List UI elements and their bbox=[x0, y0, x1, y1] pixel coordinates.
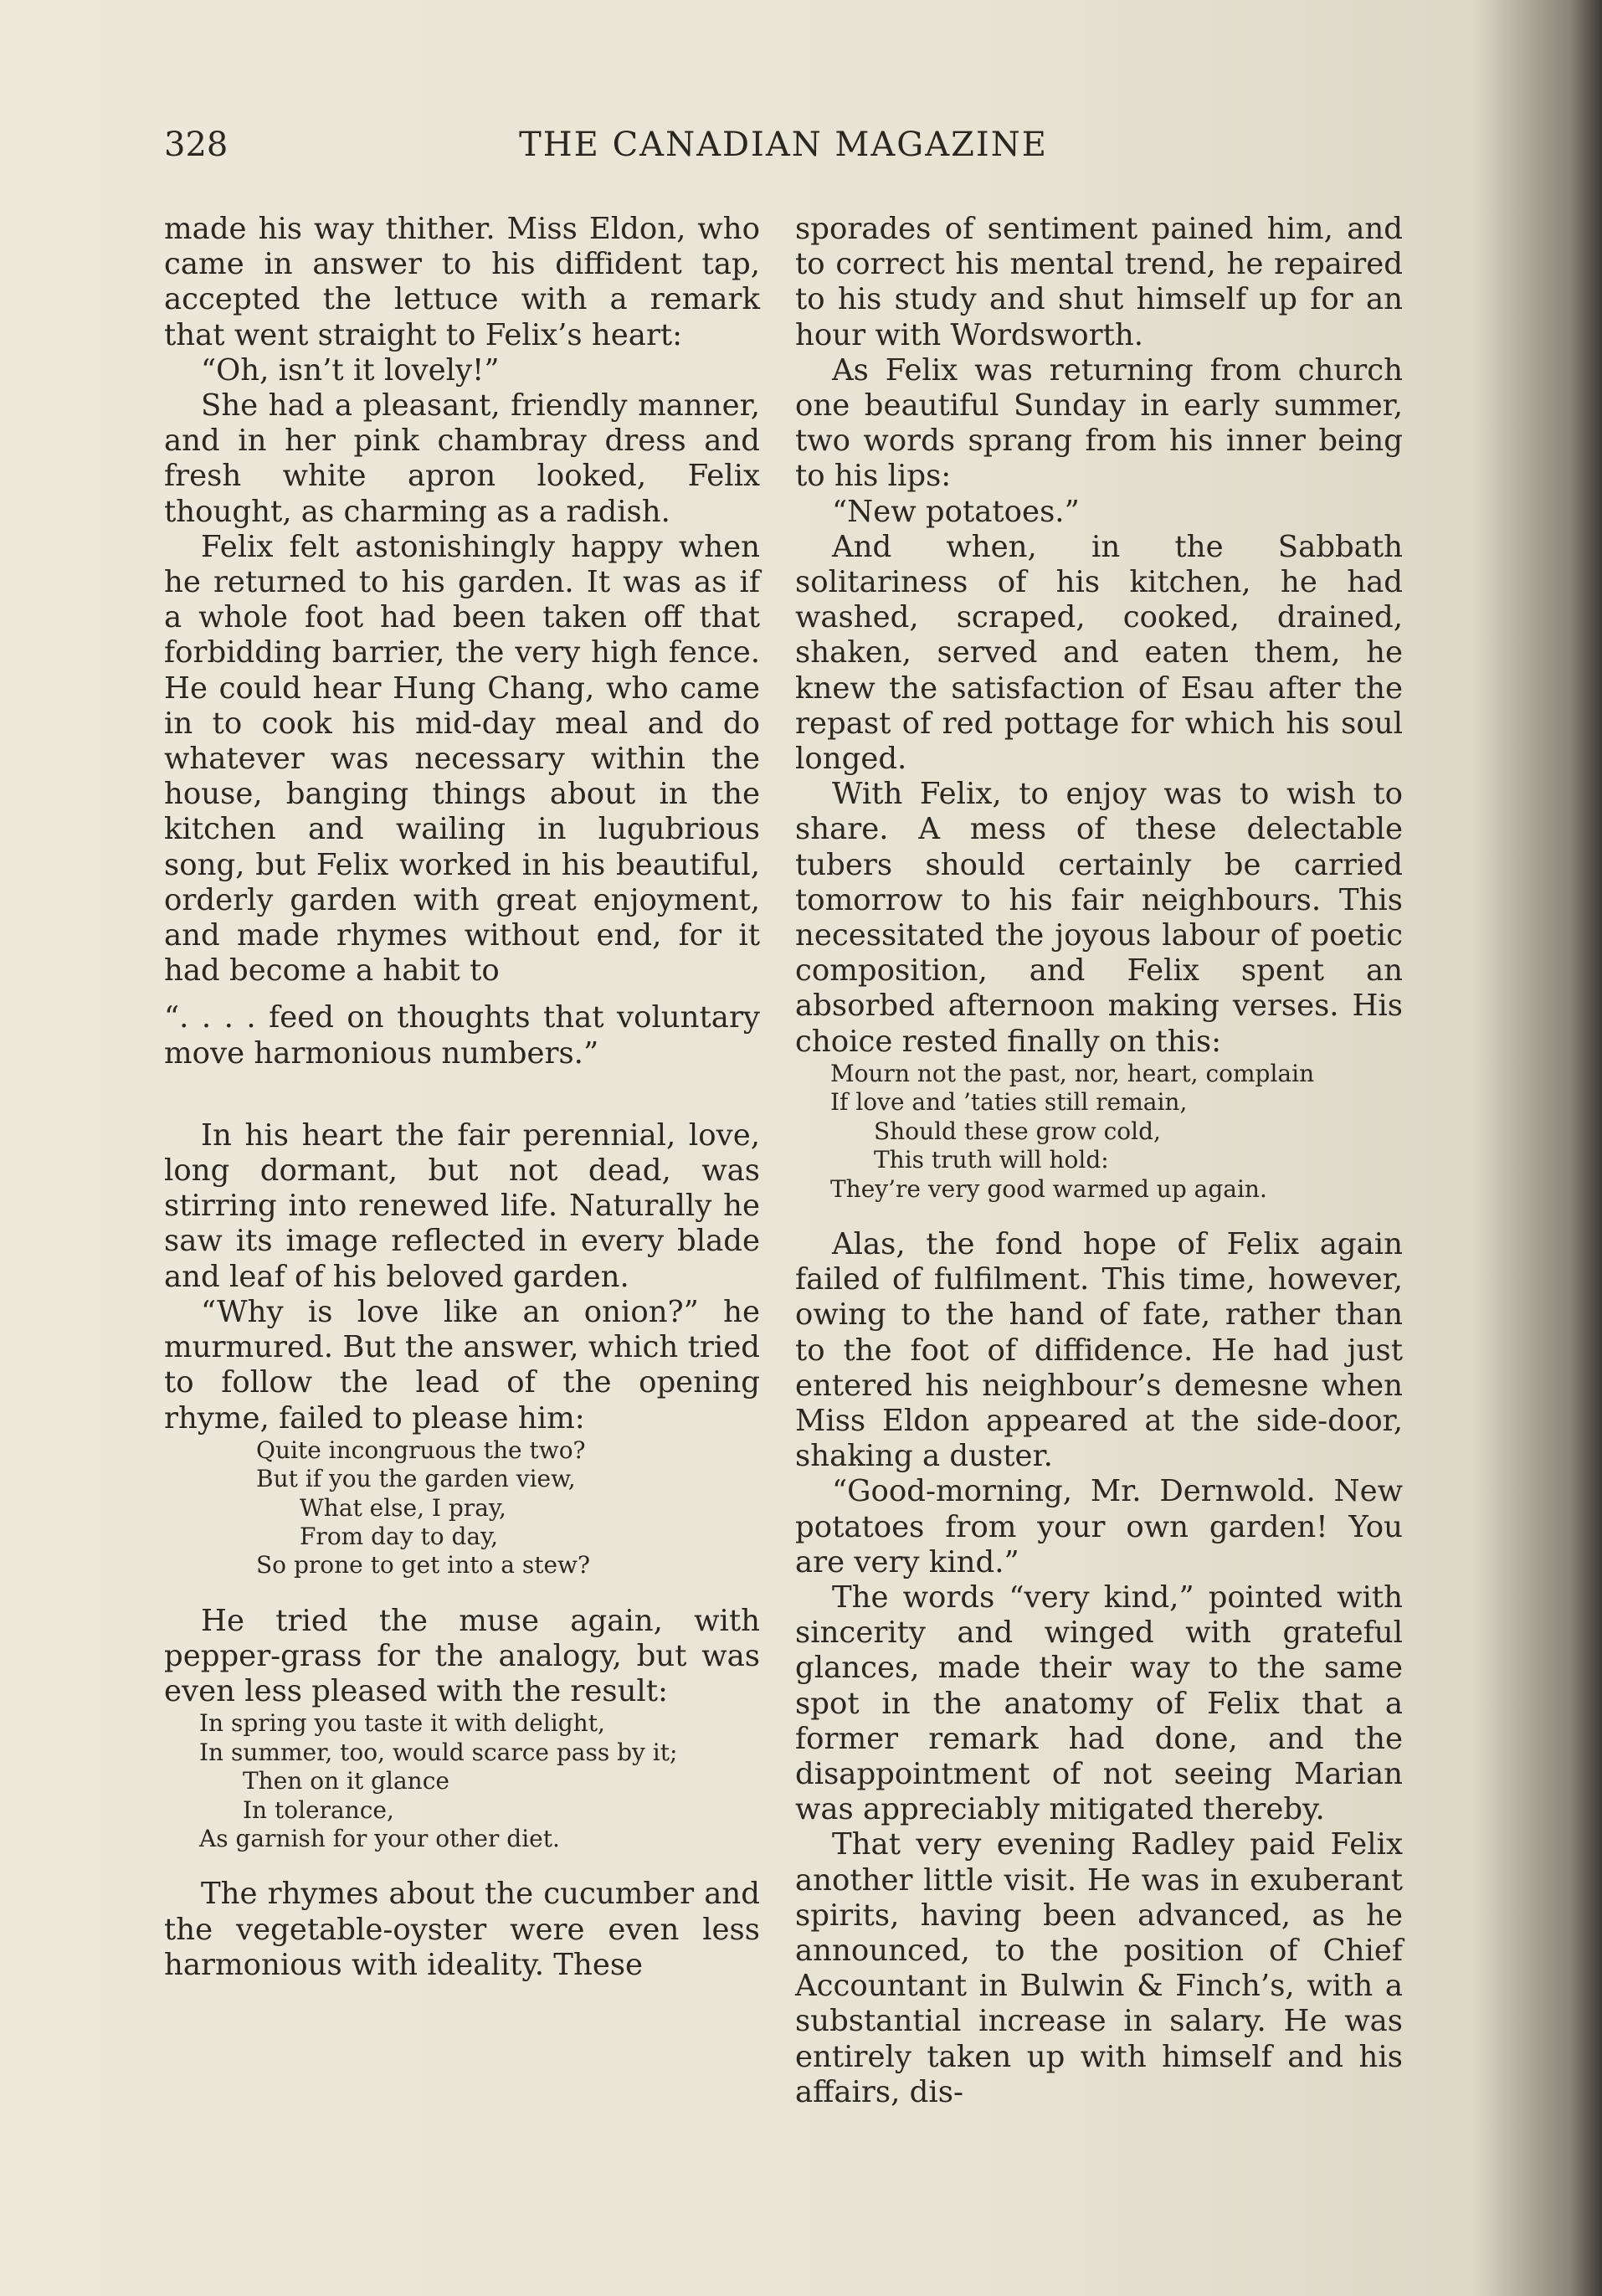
paragraph: made his way thither. Miss Eldon, who came in answer to his diffident tap, accepted the lettuce with a remark that went straight to Felix’s heart: bbox=[164, 212, 760, 352]
paragraph: Felix felt astonishingly happy when he returned to his garden. It was as if a whole foot had been taken off that forbidding barrier, the very high fence. He could hear Hung Chang, who came in to cook his mid-day meal and do whatever was necessary within the house, banging things about in the kitchen and wailing in lugubrious song, but Felix worked in his beautiful, orderly garden with great enjoyment, and made rhymes without end, for it had become a habit to bbox=[164, 529, 760, 989]
paragraph: “Why is love like an onion?” he murmured. But the answer, which tried to follow the lead of the opening rhyme, failed to please him: bbox=[164, 1294, 760, 1436]
right-column bbox=[795, 212, 1403, 2110]
verse-line: This truth will hold: bbox=[874, 1146, 1109, 1174]
paragraph: In his heart the fair perennial, love, long dormant, but not dead, was stirring into renewed life. Naturally he saw its image reflected in every blade and leaf of his beloved garden. bbox=[164, 1117, 760, 1294]
paragraph: Alas, the fond hope of Felix again failed of fulfilment. This time, however, owing to the hand of fate, rather than to the foot of diffidence. He had just entered his neighbour’s demesne when Miss Eldon appeared at the side-door, shaking a duster. bbox=[795, 1226, 1403, 1474]
left-column bbox=[164, 212, 760, 1983]
paragraph: And when, in the Sabbath solitariness of his kitchen, he had washed, scraped, cooked, drained, shaken, served and eaten them, he knew the satisfaction of Esau after the repast of red pottage for which his soul longed. bbox=[795, 529, 1403, 777]
paragraph: As Felix was returning from church one beautiful Sunday in early summer, two words sprang from his inner being to his lips: bbox=[795, 352, 1403, 494]
verse-pepper-grass bbox=[164, 1709, 760, 1853]
verse-line: What else, I pray, bbox=[300, 1493, 506, 1522]
verse-line: From day to day, bbox=[300, 1522, 499, 1550]
verse-line: If love and ’taties still remain, bbox=[830, 1088, 1188, 1117]
verse-line: As garnish for your other diet. bbox=[199, 1824, 560, 1852]
verse-potatoes bbox=[795, 1060, 1403, 1204]
paragraph: She had a pleasant, friendly manner, and in her pink chambray dress and fresh white apron looked, Felix thought, as charming as a radish. bbox=[164, 388, 760, 529]
paragraph: “Good-morning, Mr. Dernwold. New potatoes from your own garden! You are very kind.” bbox=[795, 1474, 1403, 1579]
verse-line: In spring you taste it with delight, bbox=[199, 1709, 605, 1738]
page-number: 328 bbox=[164, 126, 228, 164]
verse-line: But if you the garden view, bbox=[256, 1465, 576, 1493]
paragraph: He tried the muse again, with pepper-grass for the analogy, but was even less pleased with the result: bbox=[164, 1603, 760, 1709]
paragraph: “New potatoes.” bbox=[832, 494, 1080, 529]
running-head: THE CANADIAN MAGAZINE bbox=[519, 126, 1048, 164]
paragraph: That very evening Radley paid Felix another little visit. He was in exuberant spirits, having been advanced, as he announced, to the position of Chief Accountant in Bulwin & Finch’s, with a substantial increase in salary. He was entirely taken up with himself and his affairs, dis- bbox=[795, 1827, 1403, 2109]
verse-line: In tolerance, bbox=[243, 1795, 394, 1824]
paragraph: The words “very kind,” pointed with sincerity and winged with grateful glances, made their way to the same spot in the anatomy of Felix that a former remark had done, and the disappointment of not seeing Marian was appreciably mitigated thereby. bbox=[795, 1579, 1403, 1827]
verse-line: So prone to get into a stew? bbox=[256, 1551, 591, 1579]
paragraph: The rhymes about the cucumber and the vegetable-oyster were even less harmonious with ideality. These bbox=[164, 1877, 760, 1982]
verse-line: Then on it glance bbox=[243, 1767, 449, 1795]
verse-line: Mourn not the past, nor, heart, complain bbox=[830, 1059, 1315, 1087]
verse-onion bbox=[164, 1436, 760, 1580]
paragraph: sporades of sentiment pained him, and to correct his mental trend, he repaired to his study and shut himself up for an hour with Wordsworth. bbox=[795, 212, 1403, 352]
verse-line: They’re very good warmed up again. bbox=[830, 1174, 1267, 1203]
verse-line: Should these grow cold, bbox=[874, 1117, 1161, 1145]
quotation: “. . . . feed on thoughts that voluntary move harmonious numbers.” bbox=[164, 1000, 760, 1071]
paragraph: “Oh, isn’t it lovely!” bbox=[201, 352, 500, 388]
verse-line: In summer, too, would scarce pass by it; bbox=[199, 1738, 678, 1766]
page-header bbox=[164, 126, 1403, 176]
paragraph: With Felix, to enjoy was to wish to share. A mess of these delectable tubers should certainly be carried tomorrow to his fair neighbours. This necessitated the joyous labour of poetic composition, and Felix spent an absorbed afternoon making verses. His choice rested finally on this: bbox=[795, 777, 1403, 1059]
verse-line: Quite incongruous the two? bbox=[256, 1436, 586, 1464]
